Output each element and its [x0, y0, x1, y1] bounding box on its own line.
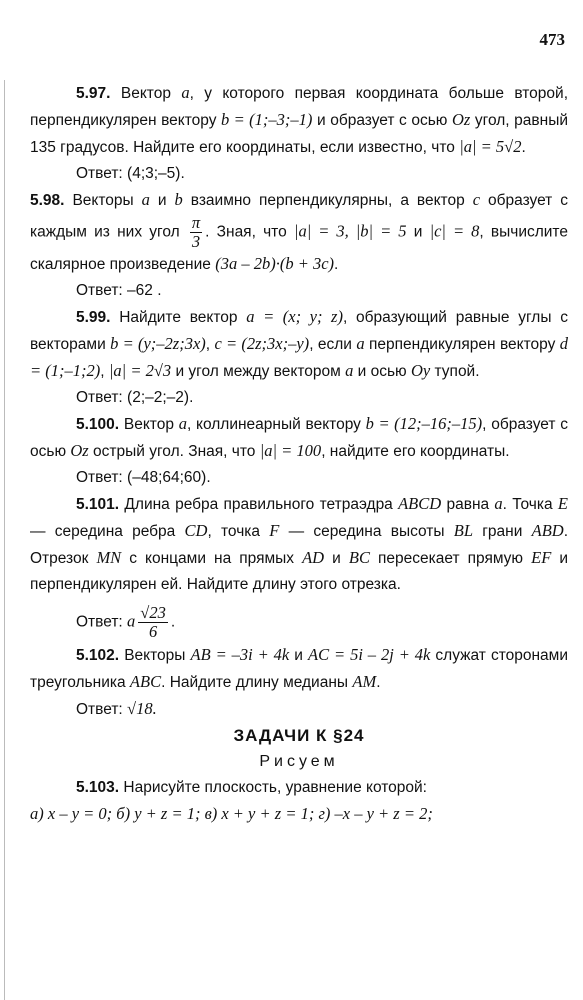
problem-number: 5.100. — [76, 416, 120, 434]
fraction-answer: $\frac{√23}{6}$ — [140, 603, 166, 642]
problem-number: 5.97. — [76, 85, 111, 102]
answer-5-101: Ответ: a $\frac{√23}{6}$ . — [76, 603, 176, 642]
problem-5-102: 5.102. Векторы AB = –3i + 4k и AC = 5i – 2j + 4k служат сторонами треугольника ABC. Найдите длину медианы AM. — [30, 644, 568, 691]
answer-5-97: Ответ: (4;3;–5). — [76, 165, 185, 182]
problem-number: 5.102. — [76, 646, 120, 664]
problem-5-97: 5.97. Вектор a, у которого первая координата больше второй, перпендикулярен вектору b = (1;–3;–1) и образует с осью Oz угол, равный 135 градусов. Найдите его координаты, если известно, что |a| = 5√2. — [30, 83, 568, 156]
problem-number: 5.98. — [30, 192, 65, 209]
problem-number: 5.103. — [76, 778, 120, 796]
page-number: 473 — [539, 30, 565, 49]
problem-5-101: 5.101. Длина ребра правильного тетраэдра ABCD равна a. Точка E — середина ребра CD, точка F — середина высоты BL грани ABD. Отрезок MN с концами на прямых AD и BC пересекает прямую EF и перпендикулярен ей. Найдите длину этого отрезка. — [30, 494, 568, 594]
subsection-title: Рисуем — [259, 752, 339, 770]
page-edge-line — [4, 80, 5, 1000]
problem-5-98: 5.98. Векторы a и b взаимно перпендикулярны, а вектор c образует с каждым из них угол $\frac{\pi}{3}$ . Зная, что |a| = 3, |b| = 5 и |c| = 8, вычислите скалярное произведение (3a – 2b)·(b + 3c). — [30, 190, 569, 274]
problem-5-103: 5.103. Нарисуйте плоскость, уравнение которой: — [76, 778, 427, 796]
fraction-pi-over-3: $\frac{\pi}{3}$ — [191, 213, 201, 252]
problem-5-99: 5.99. Найдите вектор a = (x; y; z), образующий равные углы с векторами b = (y;–2z;3x), c = (2z;3x;–y), если a перпендикулярен вектору d = (1;–1;2), |a| = 2√3 и угол между вектором a и осью Oy тупой. — [30, 307, 568, 381]
answer-5-102: Ответ: √18. — [76, 698, 157, 718]
page-content — [30, 80, 568, 828]
problem-number: 5.99. — [76, 309, 111, 327]
problem-number: 5.101. — [76, 496, 120, 514]
answer-5-100: Ответ: (–48;64;60). — [76, 469, 211, 487]
answer-5-99: Ответ: (2;–2;–2). — [76, 389, 194, 407]
answer-5-98: Ответ: –62 . — [76, 282, 162, 300]
problem-5-100: 5.100. Вектор a, коллинеарный вектору b = (12;–16;–15), образует с осью Oz острый угол. Зная, что |a| = 100, найдите его координаты. — [30, 414, 568, 461]
problem-5-103-items: а) x – y = 0; б) y + z = 1; в) x + y + z = 1; г) –x – y + z = 2; — [30, 803, 433, 823]
section-title: ЗАДАЧИ К §24 — [233, 725, 365, 745]
